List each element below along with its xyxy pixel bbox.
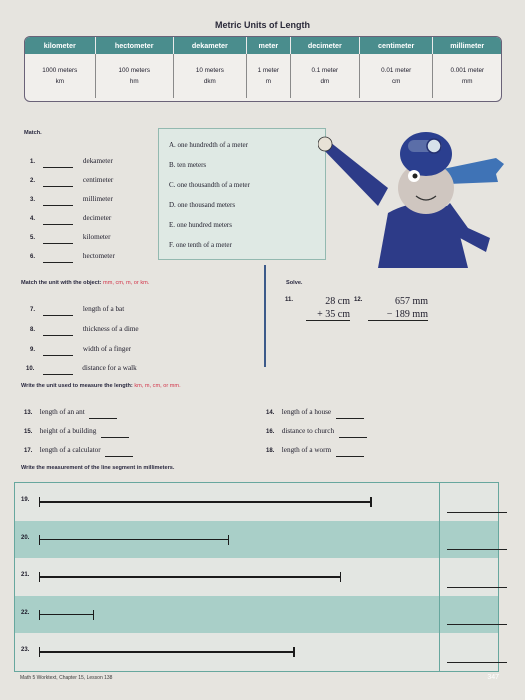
segment-row <box>15 483 498 522</box>
column-divider <box>439 633 440 671</box>
item-text: distance for a walk <box>82 364 137 372</box>
item-text: hectometer <box>82 252 115 260</box>
item-number: 18. <box>266 448 275 454</box>
problem-11-top: 28 cm <box>325 296 350 307</box>
item-number: 16. <box>266 429 275 435</box>
answer-blank[interactable] <box>43 329 73 336</box>
segment-row <box>15 521 498 560</box>
problem-12-bottom: − 189 mm <box>368 309 428 321</box>
segment-start-tick <box>39 497 41 507</box>
answer-blank[interactable] <box>43 256 73 263</box>
match-heading: Match. <box>24 130 42 136</box>
item-number: 17. <box>24 448 33 454</box>
page-title: Metric Units of Length <box>215 20 310 30</box>
header-meter: meter <box>246 37 290 54</box>
segment-number: 21. <box>21 572 30 579</box>
answer-blank[interactable] <box>43 218 73 225</box>
definition-a: A. one hundredth of a meter <box>169 141 248 149</box>
item-text: dekameter <box>82 157 113 165</box>
definition-f: F. one tenth of a meter <box>169 241 232 249</box>
answer-blank[interactable] <box>336 412 364 419</box>
segment-number: 23. <box>21 647 30 654</box>
line-segment <box>39 576 340 578</box>
object-match-heading: Match the unit with the object: mm, cm, m, or km. <box>21 280 150 286</box>
write-item-17 <box>24 439 133 457</box>
item-text: millimeter <box>82 195 113 203</box>
definition-d: D. one thousand meters <box>169 201 236 209</box>
item-number: 9. <box>30 347 36 353</box>
segment-number: 20. <box>21 534 30 541</box>
item-number: 3. <box>30 197 36 203</box>
pilot-mascot-illustration <box>318 118 508 268</box>
segment-number: 22. <box>21 609 30 616</box>
item-number: 7. <box>30 307 36 313</box>
value-cell: 1 meter m <box>246 54 290 98</box>
item-number: 8. <box>30 327 36 333</box>
solve-heading: Solve. <box>286 280 303 286</box>
header-kilometer: kilometer <box>25 37 95 54</box>
line-segment <box>39 539 228 541</box>
match-item-3 <box>30 188 113 206</box>
item-text: thickness of a dime <box>82 325 139 333</box>
answer-blank[interactable] <box>43 368 73 375</box>
object-item-7 <box>30 298 124 316</box>
segment-end-tick <box>293 647 295 657</box>
units-table <box>24 36 502 102</box>
segment-start-tick <box>39 535 41 545</box>
item-number: 10. <box>26 366 35 372</box>
line-segment <box>39 501 371 503</box>
answer-blank[interactable] <box>43 309 73 316</box>
item-text: length of a worm <box>281 446 332 454</box>
value-cell: 10 meters dkm <box>173 54 246 98</box>
write-item-16 <box>266 420 367 438</box>
write-item-14 <box>266 401 364 419</box>
value-cell: 0.01 meter cm <box>359 54 433 98</box>
item-number: 2. <box>30 178 36 184</box>
value-cell: 1000 meters km <box>25 54 95 98</box>
item-number: 6. <box>30 254 36 260</box>
problem-11-bottom: + 35 cm <box>306 309 350 321</box>
answer-blank[interactable] <box>89 412 117 419</box>
match-item-2 <box>30 169 113 187</box>
definition-e: E. one hundred meters <box>169 221 232 229</box>
write-item-15 <box>24 420 129 438</box>
problem-11-number: 11. <box>285 297 294 303</box>
item-text: length of a calculator <box>39 446 101 454</box>
write-unit-heading: Write the unit used to measure the length: km, m, cm, or mm. <box>21 383 181 389</box>
header-millimeter: millimeter <box>433 37 501 54</box>
header-decimeter: decimeter <box>290 37 359 54</box>
item-text: length of a house <box>281 408 332 416</box>
item-text: width of a finger <box>82 345 132 353</box>
footer-text: Math 5 Worktext, Chapter 15, Lesson 138 <box>20 675 113 681</box>
answer-blank[interactable] <box>43 199 73 206</box>
column-divider <box>439 521 440 559</box>
object-item-8 <box>30 318 139 336</box>
segments-heading: Write the measurement of the line segment in millimeters. <box>21 465 175 471</box>
definition-c: C. one thousandth of a meter <box>169 181 250 189</box>
segment-end-tick <box>340 572 342 582</box>
answer-blank[interactable] <box>101 431 129 438</box>
definitions-box <box>158 128 326 260</box>
line-segment <box>39 614 93 616</box>
value-cell: 0.001 meter mm <box>450 67 485 85</box>
item-text: decimeter <box>82 214 112 222</box>
column-divider <box>439 558 440 596</box>
item-text: centimeter <box>82 176 114 184</box>
segments-table <box>14 482 499 672</box>
problem-12-top: 657 mm <box>394 296 428 307</box>
item-number: 1. <box>30 159 36 165</box>
item-number: 5. <box>30 235 36 241</box>
segment-row <box>15 596 498 635</box>
answer-blank[interactable] <box>43 161 73 168</box>
answer-blank[interactable] <box>43 237 73 244</box>
item-number: 15. <box>24 429 33 435</box>
unit-list: km, m, cm, or mm. <box>134 383 181 389</box>
segment-end-tick <box>93 610 95 620</box>
segment-row <box>15 558 498 597</box>
object-item-9 <box>30 338 131 356</box>
header-centimeter: centimeter <box>359 37 433 54</box>
answer-blank[interactable] <box>447 512 507 513</box>
column-divider <box>439 483 440 521</box>
item-text: length of a bat <box>82 305 125 313</box>
item-text: height of a building <box>39 427 97 435</box>
answer-blank[interactable] <box>336 450 364 457</box>
line-segment <box>39 651 294 653</box>
item-text: distance to church <box>281 427 335 435</box>
value-cell: 100 meters hm <box>95 54 173 98</box>
problem-12-number: 12. <box>354 297 363 303</box>
segment-start-tick <box>39 610 41 620</box>
units-header-row <box>25 37 501 54</box>
segment-start-tick <box>39 572 41 582</box>
item-number: 14. <box>266 410 275 416</box>
header-hectometer: hectometer <box>95 37 173 54</box>
answer-blank[interactable] <box>447 549 507 550</box>
object-item-10 <box>26 357 137 375</box>
segment-start-tick <box>39 647 41 657</box>
answer-blank[interactable] <box>43 180 73 187</box>
answer-blank[interactable] <box>339 431 367 438</box>
answer-blank[interactable] <box>43 349 73 356</box>
page-number: 347 <box>487 674 499 681</box>
match-item-6 <box>30 245 115 263</box>
answer-blank[interactable] <box>447 662 507 663</box>
unit-list: mm, cm, m, or km. <box>103 280 150 286</box>
value-cell: 0.1 meter dm <box>290 54 359 98</box>
write-item-18 <box>266 439 364 457</box>
segment-row <box>15 633 498 671</box>
write-item-13 <box>24 401 117 419</box>
item-text: length of an ant <box>39 408 85 416</box>
segment-end-tick <box>370 497 372 507</box>
item-number: 4. <box>30 216 36 222</box>
answer-blank[interactable] <box>447 624 507 625</box>
section-divider <box>264 265 266 367</box>
answer-blank[interactable] <box>105 450 133 457</box>
answer-blank[interactable] <box>447 587 507 588</box>
column-divider <box>439 596 440 634</box>
segment-number: 19. <box>21 497 30 503</box>
definition-b: B. ten meters <box>169 161 207 169</box>
segment-end-tick <box>228 535 230 545</box>
units-value-row <box>25 54 501 98</box>
match-item-4 <box>30 207 111 225</box>
header-dekameter: dekameter <box>173 37 246 54</box>
item-number: 13. <box>24 410 33 416</box>
match-item-5 <box>30 226 110 244</box>
item-text: kilometer <box>82 233 111 241</box>
match-item-1 <box>30 150 113 168</box>
